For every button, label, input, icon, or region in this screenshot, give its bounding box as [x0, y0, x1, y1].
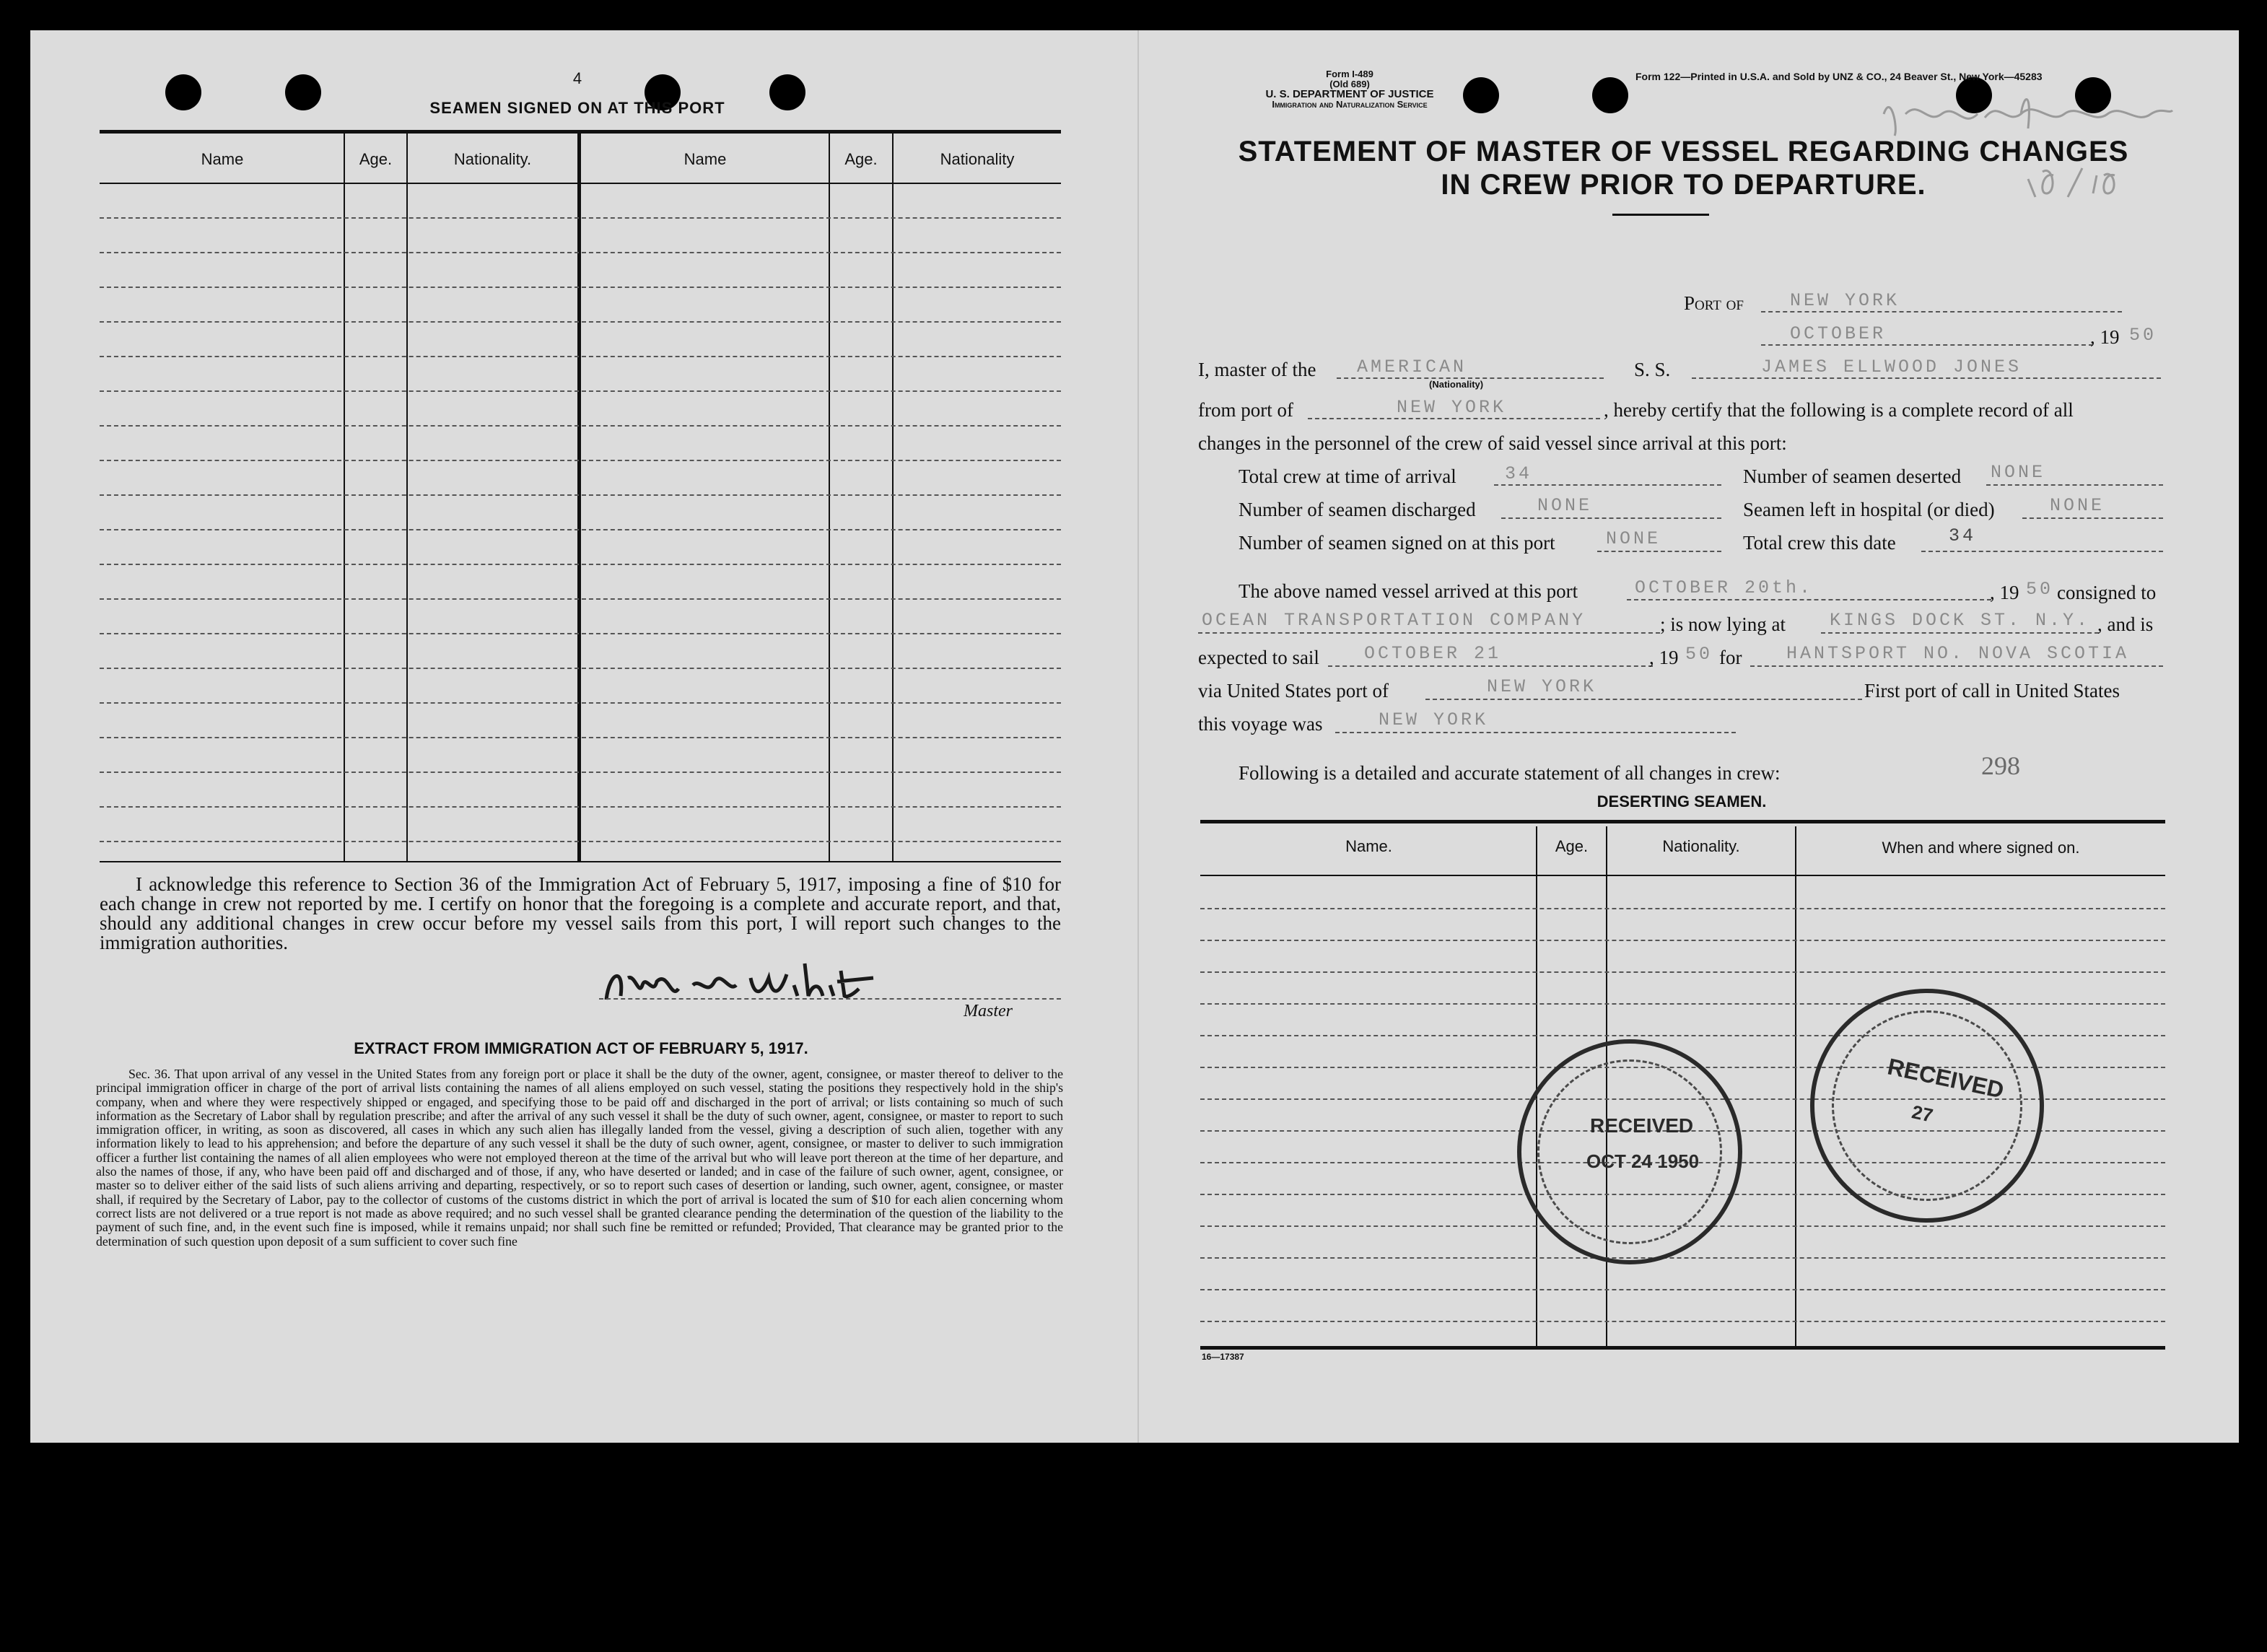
column-header: Nationality.: [1662, 837, 1740, 855]
via-value: NEW YORK: [1487, 676, 1597, 697]
column-header: Age.: [1555, 837, 1589, 855]
changes-text: changes in the personnel of the crew of said vessel since arrival at this port:: [1198, 432, 1787, 454]
table-row: [100, 287, 1061, 288]
column-header: Nationality.: [453, 150, 532, 168]
voyage-line: [1335, 732, 1736, 733]
from-port-line: [1308, 418, 1600, 419]
via-line: [1425, 699, 1862, 700]
column-divider: [577, 134, 581, 861]
discharged-value: NONE: [1537, 495, 1593, 516]
signed-on-line: [1597, 551, 1721, 552]
hospital-label: Seamen left in hospital (or died): [1743, 499, 1995, 520]
and-is: , and is: [2097, 613, 2154, 635]
date-value: OCTOBER: [1790, 323, 1887, 344]
column-header: Age.: [359, 150, 393, 168]
lying-value: KINGS DOCK ST. N.Y.: [1830, 610, 2091, 631]
extract-title: EXTRACT FROM IMMIGRATION ACT OF FEBRUARY 5, 1917.: [354, 1039, 808, 1057]
total-crew-arrival-value: 34: [1505, 463, 1533, 484]
table-row: [1200, 940, 2165, 941]
lying-label: ; is now lying at: [1660, 613, 1786, 635]
year-prefix: , 19: [2090, 326, 2120, 348]
table-row: [100, 217, 1061, 219]
expected-label: expected to sail: [1198, 647, 1319, 668]
column-divider: [406, 134, 408, 861]
page-fold: [1137, 30, 1139, 1443]
signed-on-label: Number of seamen signed on at this port: [1239, 532, 1555, 554]
arrived-year: 50: [2026, 579, 2054, 600]
table-row: [1200, 1257, 2165, 1259]
deserting-title: DESERTING SEAMEN.: [1596, 792, 1767, 810]
column-header: Name: [683, 150, 727, 168]
table-row: [100, 252, 1061, 253]
stamp-date: OCT 24 1950: [1586, 1150, 1700, 1172]
extract-text: Sec. 36. That upon arrival of any vessel in the United States from any foreign port or place it shall be the duty of the owner, agent, consignee, or master thereof to deliver to the principal immigration officer in charge of the port of arrival lists containing the names of all aliens employed on such vessel, stating the positions they respectively hold in the ship's company, when and where they were respectively shipped or engaged, and specifying those to be paid off and discharged in the port of arrival; or lists containing so much of such information as the Secretary of Labor shall by regulation prescribe; and after the arrival of any such vessel it shall be the duty of such owner, agent, consignee, or master to report to such immigration officer, in writing, as soon as discovered, all cases in which any such alien has illegally landed from the vessel, giving a description of such alien, together with any information likely to lead to his apprehension; and before the departure of any such vessel it shall be the duty of such owner, agent, consignee, or master to deliver to such immigration officer a further list containing the names of all alien employees who were not employed thereon at the time of the arrival but who will leave port thereon at the time of her departure, and also the names of those, if any, who have been paid off and discharged and of those, if any, who have deserted or landed; and in case of the failure of such owner, agent, consignee, or master so to deliver either of the said lists of such aliens arriving and departing, respectively, or so to report such cases of desertion or landing, such owner, agent, consignee, or master shall, if required by the Secretary of Labor, pay to the collector of customs of the customs district in which the port of arrival is located the sum of $10 for each alien concerning whom correct lists are not delivered or a true report is not made as above required; and no such vessel shall be granted clearance pending the determination of the question of the liability to the payment of such fine, and, in the event such fine is imposed, while it remains unpaid; nor shall such fine be remitted or refunded; Provided, That clearance may be granted prior to the determination of such question upon deposit of a sum sufficient to cover such fine: [96, 1067, 1063, 1249]
ss-label: S. S.: [1634, 359, 1671, 380]
from-port-value: NEW YORK: [1397, 397, 1507, 418]
table-row: [1200, 1003, 2165, 1005]
form-id: Form I-489: [1326, 69, 1373, 79]
punch-hole: [1592, 77, 1628, 113]
for-label: for: [1719, 647, 1742, 668]
table-row: [1200, 971, 2165, 973]
column-divider: [344, 134, 345, 861]
table-row: [100, 772, 1061, 773]
consignee-value: OCEAN TRANSPORTATION COMPANY: [1202, 610, 1586, 631]
expected-value: OCTOBER 21: [1364, 643, 1502, 664]
table-row: [100, 841, 1061, 842]
table-row: [100, 494, 1061, 496]
deserting-table-top-rule: [1200, 820, 2165, 823]
ship-name-line: [1692, 377, 2161, 379]
signed-on-value: NONE: [1606, 528, 1661, 549]
table-row: [100, 806, 1061, 808]
certify-text: , hereby certify that the following is a complete record of all: [1604, 399, 2074, 421]
table-bottom-rule: [100, 861, 1061, 862]
table-row: [100, 460, 1061, 461]
discharged-line: [1501, 517, 1721, 519]
total-crew-date-value: 34: [1949, 525, 1977, 546]
arrived-label: The above named vessel arrived at this port: [1239, 580, 1578, 602]
expected-year: 50: [1685, 644, 1713, 665]
following-text: Following is a detailed and accurate statement of all changes in crew:: [1239, 762, 1781, 784]
hospital-line: [2022, 517, 2163, 519]
column-header: Name.: [1345, 837, 1392, 855]
acknowledgement-text: I acknowledge this reference to Section 36 of the Immigration Act of February 5, 1917, imposing a fine of $10 for each change in crew not reported by me. I certify on honor that the foregoing is a complete and accurate report, and that, should any additional changes in crew occur before my vessel sails from this port, I will report such changes to the immigration authorities.: [100, 873, 1061, 953]
port-value: NEW YORK: [1790, 290, 1900, 311]
form-title-line-1: STATEMENT OF MASTER OF VESSEL REGARDING CHANGES: [1238, 136, 2129, 167]
service: Immigration and Naturalization Service: [1272, 99, 1428, 110]
column-header: Nationality: [940, 150, 1015, 168]
master-signature: [599, 956, 960, 1014]
master-label: Master: [964, 1002, 1013, 1021]
form-title: [1194, 135, 2172, 201]
table-row: [100, 598, 1061, 600]
hospital-value: NONE: [2050, 495, 2105, 516]
stamp-received-text: RECEIVED: [1885, 1053, 2006, 1103]
table-row: [100, 668, 1061, 669]
first-port-label: First port of call in United States: [1864, 680, 2120, 702]
form-old: (Old 689): [1329, 79, 1370, 89]
column-divider: [1795, 826, 1796, 1346]
arrived-year-prefix: , 19: [1990, 582, 2019, 603]
stamp-received-text: RECEIVED: [1590, 1114, 1694, 1137]
via-label: via United States port of: [1198, 680, 1389, 702]
stamp-date: 27: [1910, 1101, 1935, 1127]
date-line: [1761, 344, 2093, 346]
port-label: Port of: [1684, 292, 1744, 314]
expected-line: [1328, 665, 1653, 667]
total-crew-arrival-line: [1494, 484, 1721, 486]
column-header: Name: [201, 150, 244, 168]
voyage-label: this voyage was: [1198, 713, 1323, 735]
table-row: [100, 356, 1061, 357]
table-row: [100, 390, 1061, 392]
table-row: [100, 529, 1061, 530]
total-crew-arrival-label: Total crew at time of arrival: [1239, 466, 1456, 487]
arrived-value: OCTOBER 20th.: [1635, 577, 1814, 598]
total-crew-date-line: [1921, 551, 2163, 552]
left-page-title: SEAMEN SIGNED ON AT THIS PORT: [429, 99, 725, 117]
printer-notice: Form 122—Printed in U.S.A. and Sold by UNZ & CO., 24 Beaver St., New York—45283: [1635, 71, 2043, 82]
expected-year-prefix: , 19: [1649, 647, 1679, 668]
table-row: [1200, 1289, 2165, 1290]
form-header: [1198, 69, 1501, 110]
destination-line: [1750, 665, 2163, 667]
table-row: [100, 702, 1061, 704]
deserted-label: Number of seamen deserted: [1743, 466, 1962, 487]
department: U. S. DEPARTMENT OF JUSTICE: [1265, 88, 1434, 100]
column-divider: [829, 134, 830, 861]
received-stamp: [1810, 989, 2044, 1223]
arrived-line: [1627, 599, 1991, 600]
column-divider: [892, 134, 894, 861]
punch-hole: [285, 74, 321, 110]
nationality-caption: (Nationality): [1429, 379, 1484, 390]
port-line: [1761, 311, 2122, 313]
column-header: When and where signed on.: [1882, 839, 2080, 857]
discharged-label: Number of seamen discharged: [1239, 499, 1476, 520]
form-title-line-2: IN CREW PRIOR TO DEPARTURE.: [1441, 169, 1926, 201]
deserted-line: [1986, 484, 2163, 486]
table-row: [100, 564, 1061, 565]
consignee-line: [1198, 632, 1660, 634]
lying-line: [1821, 632, 2099, 634]
received-stamp: [1517, 1039, 1742, 1264]
table-row: [100, 737, 1061, 738]
total-crew-date-label: Total crew this date: [1743, 532, 1896, 554]
table-row: [1200, 908, 2165, 909]
deserting-table-header-rule: [1200, 875, 2165, 876]
table-row: [100, 633, 1061, 634]
deserting-table-bottom-rule: [1200, 1346, 2165, 1350]
ship-name: JAMES ELLWOOD JONES: [1761, 357, 2022, 377]
year-value: 50: [2129, 325, 2157, 346]
handwritten-number: 298: [1981, 751, 2020, 780]
signature-line: [599, 998, 1061, 1000]
form-footer: 16—17387: [1202, 1352, 1244, 1362]
consigned-label: consigned to: [2057, 582, 2157, 603]
master-of-label: I, master of the: [1198, 359, 1316, 380]
from-port-label: from port of: [1198, 399, 1293, 421]
page-number: 4: [572, 69, 582, 87]
column-header: Age.: [844, 150, 878, 168]
deserted-value: NONE: [1991, 462, 2046, 483]
table-row: [100, 321, 1061, 323]
title-underline: [1612, 214, 1709, 216]
table-row: [100, 425, 1061, 427]
destination-value: HANTSPORT NO. NOVA SCOTIA: [1786, 643, 2130, 664]
nationality-value: AMERICAN: [1357, 357, 1467, 377]
table-row: [1200, 1321, 2165, 1322]
voyage-value: NEW YORK: [1379, 709, 1489, 730]
punch-hole: [165, 74, 201, 110]
